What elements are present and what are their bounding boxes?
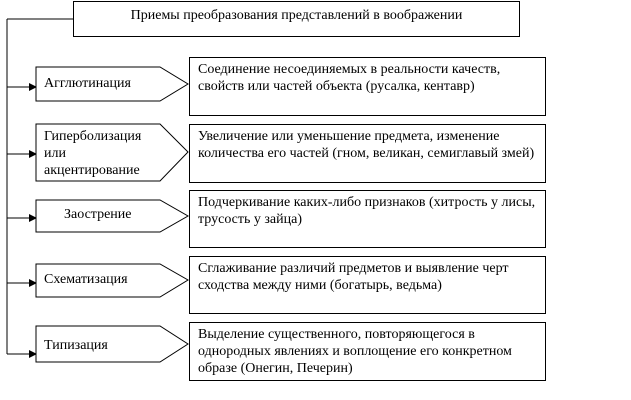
technique-label-hyperbolization [44, 128, 141, 179]
diagram-title: Приемы преобразования представлений в воображении [73, 1, 520, 37]
technique-label-sharpening: Заострение [64, 207, 132, 222]
technique-label-agglutination: Агглютинация [44, 76, 131, 91]
description-box-typification: Выделение существенного, повторяющегося в однородных явлениях и воплощение его конкретном образе (Онегин, Печерин) [189, 322, 546, 381]
description-box-hyperbolization: Увеличение или уменьшение предмета, изменение количества его частей (гном, великан, семиглавый змей) [189, 124, 546, 183]
technique-label-hyperbolization-line-1: Гиперболизация [44, 129, 142, 144]
technique-label-schematization: Схематизация [44, 272, 128, 287]
technique-label-hyperbolization-line-3: акцентирование [44, 163, 140, 178]
description-box-sharpening: Подчеркивание каких-либо признаков (хитрость у лисы, трусость у зайца) [189, 190, 546, 248]
description-box-agglutination: Соединение несоединяемых в реальности качеств, свойств или частей объекта (русалка, кентавр) [189, 57, 546, 116]
technique-label-typification: Типизация [44, 338, 108, 353]
description-box-schematization: Сглаживание различий предметов и выявление черт сходства между ними (богатырь, ведьма) [189, 256, 546, 314]
technique-label-hyperbolization-line-2: или [44, 146, 66, 161]
